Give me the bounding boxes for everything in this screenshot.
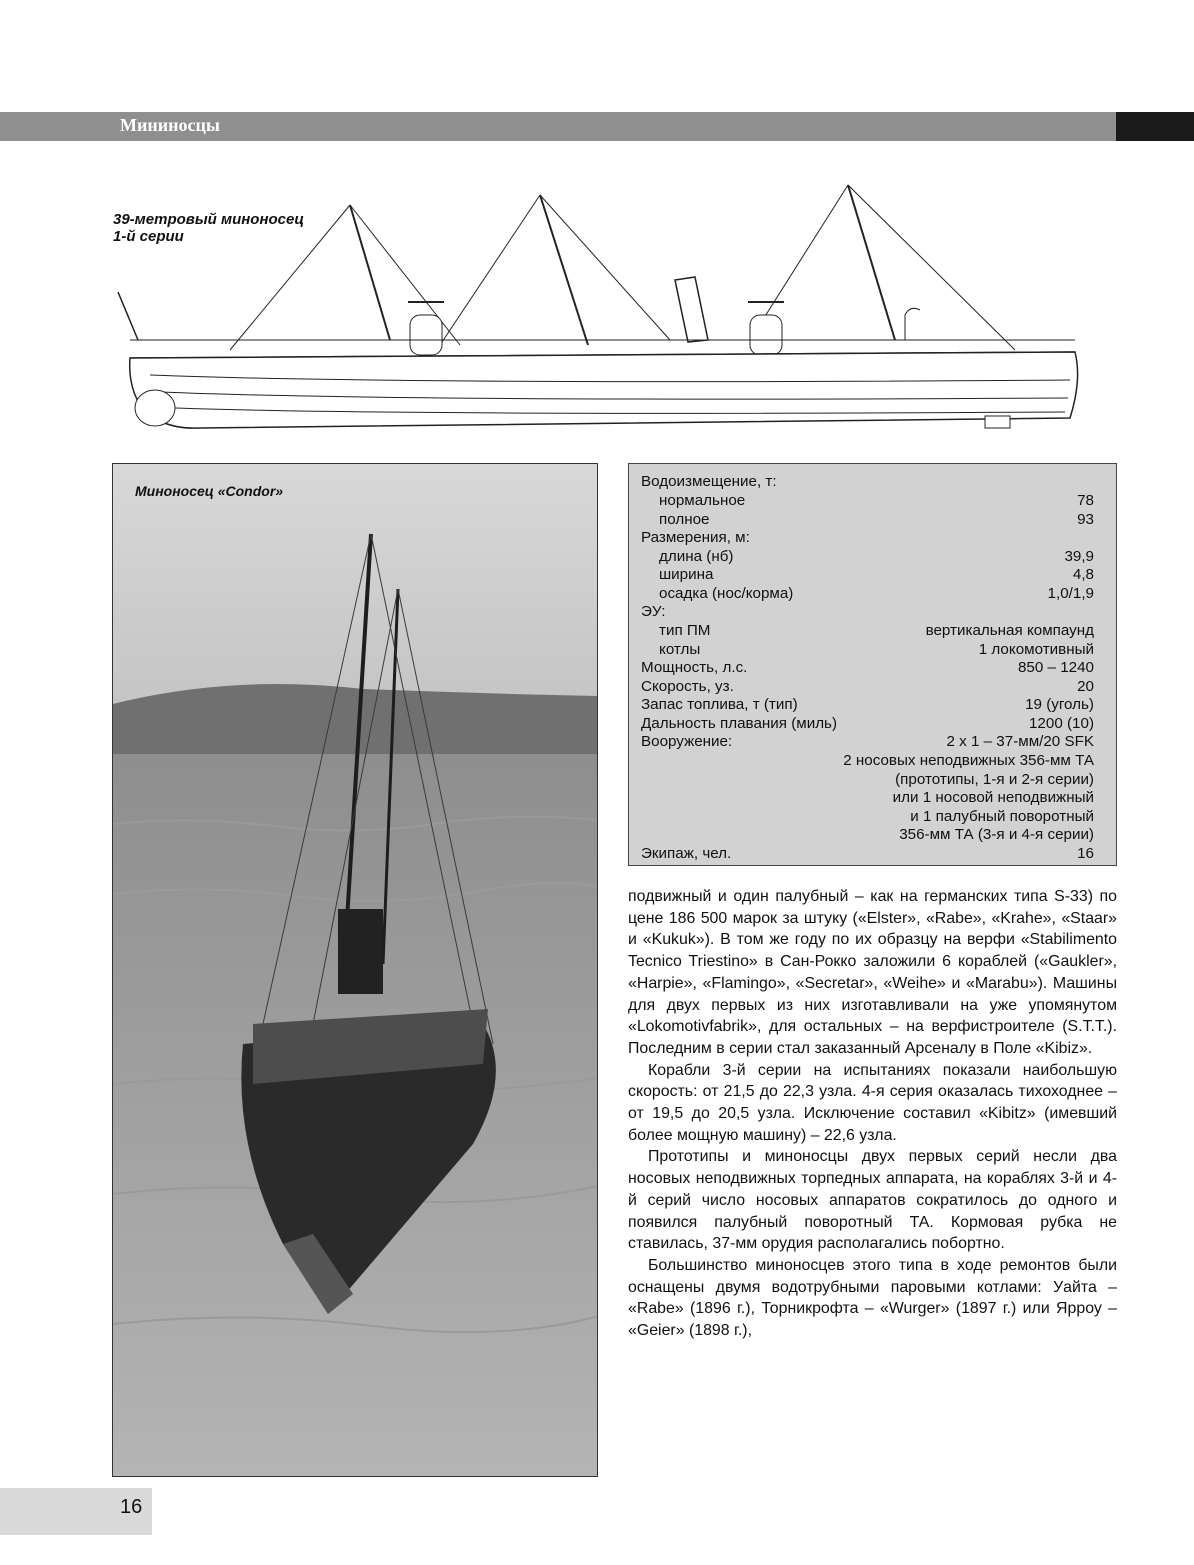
spec-row (641, 528, 1094, 547)
paragraph: Прототипы и миноносцы двух первых серий несли два носовых неподвижных торпедных аппарата, на кораблях 3-й и 4-й серий число носовых аппаратов сократилось до одного и появился палубный поворотный ТА. Кормовая рубка не ставилась, 37-мм орудия располагались побортно. (628, 1148, 1117, 1253)
spec-value: 4,8 (1072, 566, 1094, 583)
spec-row (641, 640, 1094, 659)
body-text (628, 886, 1117, 1342)
spec-row (641, 844, 1094, 863)
spec-row (641, 825, 1094, 844)
header-bar-dark-end (1116, 112, 1194, 141)
spec-row (641, 677, 1094, 696)
spec-label: котлы (659, 641, 701, 658)
spec-label: Водоизмещение, т: (641, 473, 777, 490)
specifications-table (628, 463, 1117, 866)
spec-label: ширина (659, 566, 714, 583)
spec-label: Экипаж, чел. (641, 845, 732, 862)
spec-label: Вооружение: (641, 733, 733, 750)
paragraph: Большинство миноносцев этого типа в ходе ремонтов были оснащены двумя водотрубными паровыми котлами: Уайта – «Rabe» (1896 г.), Торникрофта – «Wurger» (1897 г.) или Ярроу – «Geier» (1898 г.), (628, 1256, 1117, 1340)
spec-value: 850 – 1240 (1017, 659, 1094, 676)
spec-value: (прототипы, 1-я и 2-я серии) (895, 771, 1094, 788)
spec-value: 39,9 (1064, 548, 1094, 565)
spec-label: нормальное (659, 492, 746, 509)
spec-label: длина (нб) (659, 548, 734, 565)
spec-row (641, 788, 1094, 807)
spec-row (641, 547, 1094, 566)
paragraph: подвижный и один палубный – как на германских типа S-33) по цене 186 500 марок за штуку («Elster», «Rabe», «Krahe», «Staar» и «Kukuk»). В том же году по их образцу на верфи «Stabilimento Tecnico Triestino» в Сан-Рокко заложили 6 кораблей («Gaukler», «Harpie», «Flamingo», «Secretar», «Weihe» и «Marabu»). Машины для двух первых из них изготавливали на уже упомянутом «Lokomotivfabrik», для остальных – на верфистроителе (S.T.T.). Последним в серии стал заказанный Арсеналу в Поле «Kibiz». (628, 888, 1117, 1057)
spec-row (641, 602, 1094, 621)
spec-row (641, 807, 1094, 826)
spec-label: Запас топлива, т (тип) (641, 696, 798, 713)
spec-value: 1,0/1,9 (1047, 585, 1094, 602)
photo-image (113, 464, 598, 1477)
spec-row (641, 714, 1094, 733)
spec-value: 2 х 1 – 37-мм/20 SFK (946, 733, 1094, 750)
spec-row (641, 510, 1094, 529)
spec-row (641, 732, 1094, 751)
section-title: Мининосцы (120, 115, 220, 135)
drawing-caption-line1: 39-метровый миноносец (113, 211, 305, 228)
spec-row (641, 491, 1094, 510)
drawing-caption-line2: 1-й серии (113, 228, 184, 245)
spec-label: тип ПМ (659, 622, 711, 639)
spec-value: 20 (1077, 678, 1094, 695)
page-number: 16 (120, 1496, 143, 1518)
spec-value: 356-мм ТА (3-я и 4-я серии) (899, 826, 1094, 843)
spec-label: осадка (нос/корма) (659, 585, 794, 602)
ship-photo (112, 463, 598, 1477)
spec-label: Мощность, л.с. (641, 659, 748, 676)
spec-row (641, 770, 1094, 789)
photo-caption: Миноносец «Condor» (135, 483, 284, 499)
spec-value: 16 (1077, 845, 1094, 862)
spec-label: ЭУ: (641, 603, 666, 620)
spec-label: Скорость, уз. (641, 678, 734, 695)
spec-value: и 1 палубный поворотный (910, 808, 1094, 825)
spec-label: полное (659, 511, 710, 528)
spec-row (641, 658, 1094, 677)
spec-value: 2 носовых неподвижных 356-мм ТА (843, 752, 1094, 769)
spec-row (641, 584, 1094, 603)
spec-value: 78 (1077, 492, 1094, 509)
spec-label: Дальность плавания (миль) (641, 715, 838, 732)
spec-row (641, 751, 1094, 770)
spec-value: или 1 носовой неподвижный (892, 789, 1094, 806)
spec-value: вертикальная компаунд (925, 622, 1094, 639)
spec-value: 1200 (10) (1028, 715, 1094, 732)
spec-row (641, 565, 1094, 584)
spec-row (641, 621, 1094, 640)
spec-value: 93 (1077, 511, 1094, 528)
ship-profile-drawing (110, 180, 1100, 450)
spec-value: 1 локомотивный (978, 641, 1094, 658)
spec-value: 19 (уголь) (1025, 696, 1094, 713)
spec-row (641, 695, 1094, 714)
spec-label: Размерения, м: (641, 529, 750, 546)
paragraph: Корабли 3-й серии на испытаниях показали наибольшую скорость: от 21,5 до 22,3 узла. 4-я серия оказалась тихоходнее – от 19,5 до 20,5 узла. Исключение составил «Kibitz» (имевший более мощную машину) – 22,6 узла. (628, 1061, 1117, 1144)
spec-row (641, 472, 1094, 491)
